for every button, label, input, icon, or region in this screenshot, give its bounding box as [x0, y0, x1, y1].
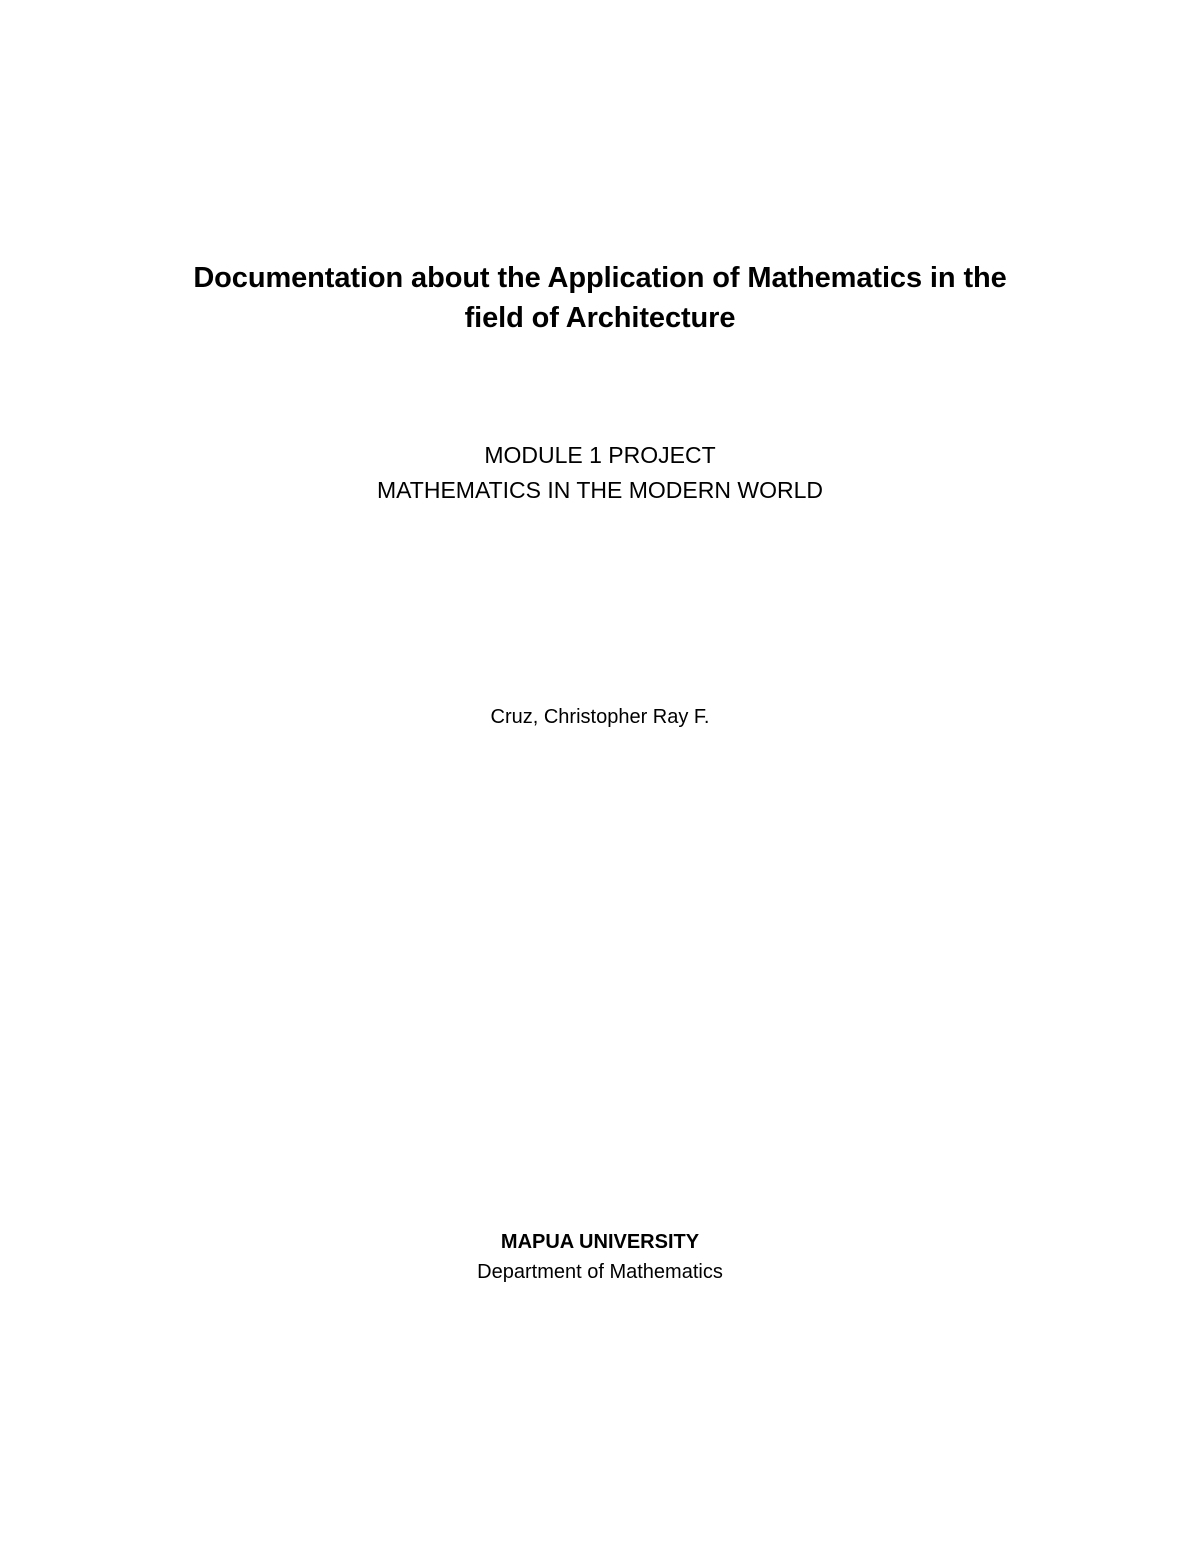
title-line-1: Documentation about the Application of Mathematics in the	[193, 262, 1007, 294]
department-name: Department of Mathematics	[477, 1261, 723, 1283]
course-name: MATHEMATICS IN THE MODERN WORLD	[377, 477, 823, 503]
institution-block	[0, 1227, 1200, 1287]
module-label: MODULE 1 PROJECT	[484, 442, 716, 468]
university-name: MAPUA UNIVERSITY	[500, 1231, 700, 1253]
document-title	[0, 258, 1200, 338]
module-heading	[0, 438, 1200, 508]
title-line-2: field of Architecture	[464, 302, 736, 334]
author-name: Cruz, Christopher Ray F.	[490, 706, 710, 728]
